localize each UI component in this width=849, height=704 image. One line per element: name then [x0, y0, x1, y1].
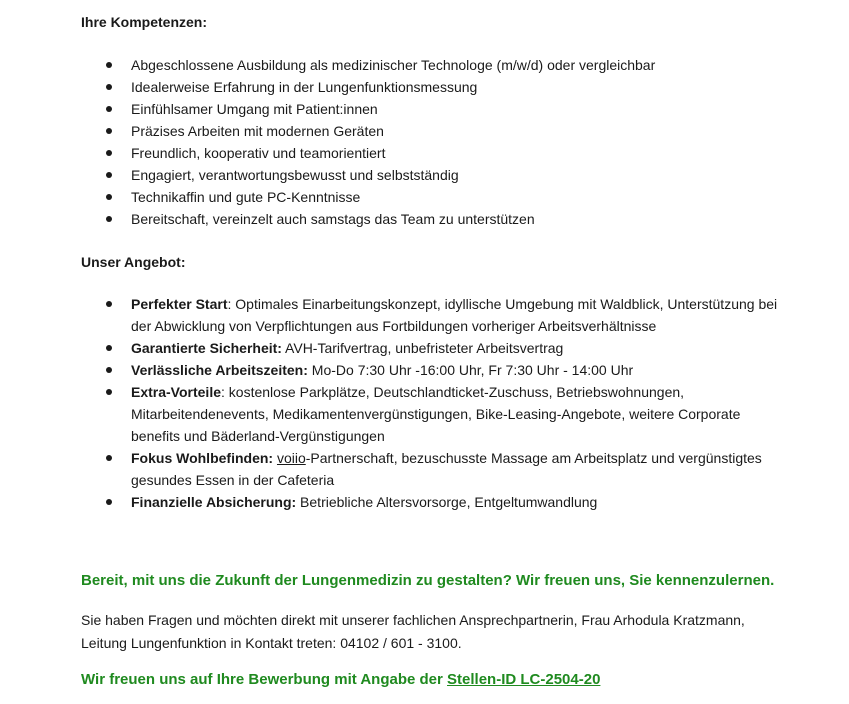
skills-heading: Ihre Kompetenzen:: [81, 14, 208, 30]
list-item: Abgeschlossene Ausbildung als medizinischer Technologe (m/w/d) oder vergleichbar: [81, 54, 841, 76]
list-item: Garantierte Sicherheit: AVH-Tarifvertrag, unbefristeter Arbeitsvertrag: [81, 337, 781, 359]
bullet-icon: [106, 150, 112, 156]
list-item: Einfühlsamer Umgang mit Patient:innen: [81, 98, 841, 120]
offer-label: Extra-Vorteile: [131, 384, 221, 400]
list-item: Finanzielle Absicherung: Betriebliche Altersvorsorge, Entgeltumwandlung: [81, 491, 781, 513]
bullet-icon: [106, 389, 112, 395]
bullet-icon: [106, 84, 112, 90]
list-item: Freundlich, kooperativ und teamorientiert: [81, 142, 841, 164]
bullet-icon: [106, 62, 112, 68]
bullet-icon: [106, 345, 112, 351]
offer-label: Garantierte Sicherheit:: [131, 340, 282, 356]
bullet-icon: [106, 301, 112, 307]
list-item: Idealerweise Erfahrung in der Lungenfunktionsmessung: [81, 76, 841, 98]
bullet-icon: [106, 128, 112, 134]
bullet-icon: [106, 455, 112, 461]
list-item: Technikaffin und gute PC-Kenntnisse: [81, 186, 841, 208]
offer-label: Fokus Wohlbefinden:: [131, 450, 274, 466]
apply-line: Wir freuen uns auf Ihre Bewerbung mit Angabe der Stellen-ID LC-2504-20: [81, 671, 601, 688]
bullet-icon: [106, 499, 112, 505]
skills-list: [81, 54, 841, 230]
offer-label: Perfekter Start: [131, 296, 228, 312]
voiio-link[interactable]: voiio: [276, 450, 306, 466]
offer-heading: Unser Angebot:: [81, 254, 186, 270]
bullet-icon: [106, 106, 112, 112]
offer-list: [81, 293, 781, 513]
list-item: Engagiert, verantwortungsbewusst und selbstständig: [81, 164, 841, 186]
bullet-icon: [106, 194, 112, 200]
list-item: Extra-Vorteile: kostenlose Parkplätze, Deutschlandticket-Zuschuss, Betriebswohnungen, Mitarbeitendenevents, Medikamentenvergünstigungen, Bike-Leasing-Angebote, weitere Corporate benefits und Bäderland-Vergünstigungen: [81, 381, 781, 447]
bullet-icon: [106, 216, 112, 222]
list-item: Bereitschaft, vereinzelt auch samstags das Team zu unterstützen: [81, 208, 841, 230]
contact-paragraph: Sie haben Fragen und möchten direkt mit unserer fachlichen Ansprechpartnerin, Frau Arhodula Kratzmann, Leitung Lungenfunktion in Kontakt treten: 04102 / 601 - 3100.: [81, 612, 745, 651]
bullet-icon: [106, 172, 112, 178]
list-item: Fokus Wohlbefinden: voiio-Partnerschaft, bezuschusste Massage am Arbeitsplatz und vergünstigtes gesundes Essen in der Cafeteria: [81, 447, 781, 491]
list-item: Verlässliche Arbeitszeiten: Mo-Do 7:30 Uhr -16:00 Uhr, Fr 7:30 Uhr - 14:00 Uhr: [81, 359, 781, 381]
cta-headline: Bereit, mit uns die Zukunft der Lungenmedizin zu gestalten? Wir freuen uns, Sie kennenzulernen.: [81, 572, 775, 589]
job-id-link[interactable]: Stellen-ID LC-2504-20: [447, 671, 601, 688]
list-item: Präzises Arbeiten mit modernen Geräten: [81, 120, 841, 142]
offer-label: Finanzielle Absicherung:: [131, 494, 297, 510]
offer-label: Verlässliche Arbeitszeiten:: [131, 362, 308, 378]
bullet-icon: [106, 367, 112, 373]
list-item: Perfekter Start: Optimales Einarbeitungskonzept, idyllische Umgebung mit Waldblick, Unterstützung bei der Abwicklung von Verpflichtungen aus Fortbildungen vorheriger Arbeitsverhältnisse: [81, 293, 781, 337]
